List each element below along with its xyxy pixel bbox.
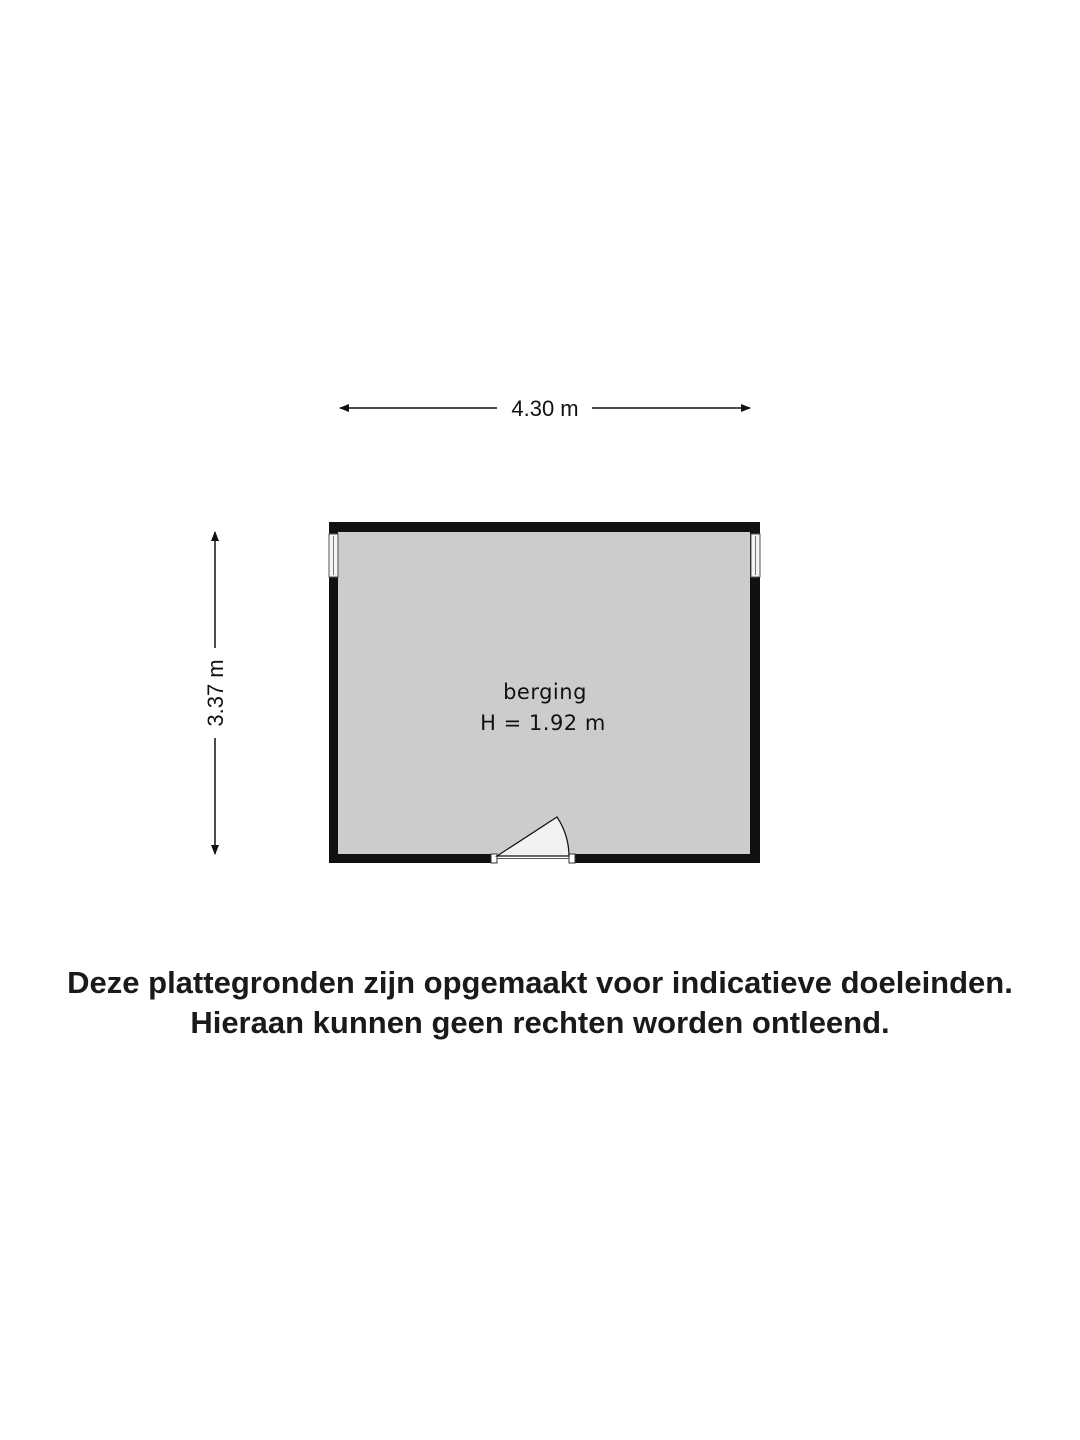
door-jamb-left <box>491 854 497 863</box>
window-right <box>751 534 760 577</box>
height-dimension <box>203 532 228 854</box>
disclaimer-line-1: Deze plattegronden zijn opgemaakt voor indicatieve doeleinden. <box>67 965 1013 1000</box>
disclaimer-line-2: Hieraan kunnen geen rechten worden ontleend. <box>190 1005 890 1040</box>
height-label: 3.37 m <box>203 659 228 727</box>
door-jamb-right <box>569 854 575 863</box>
width-dimension <box>340 396 750 421</box>
room-berging <box>329 522 760 863</box>
room-name: berging <box>503 680 587 704</box>
room-height: H = 1.92 m <box>480 711 606 735</box>
window-left <box>329 534 338 577</box>
width-label: 4.30 m <box>511 396 579 421</box>
